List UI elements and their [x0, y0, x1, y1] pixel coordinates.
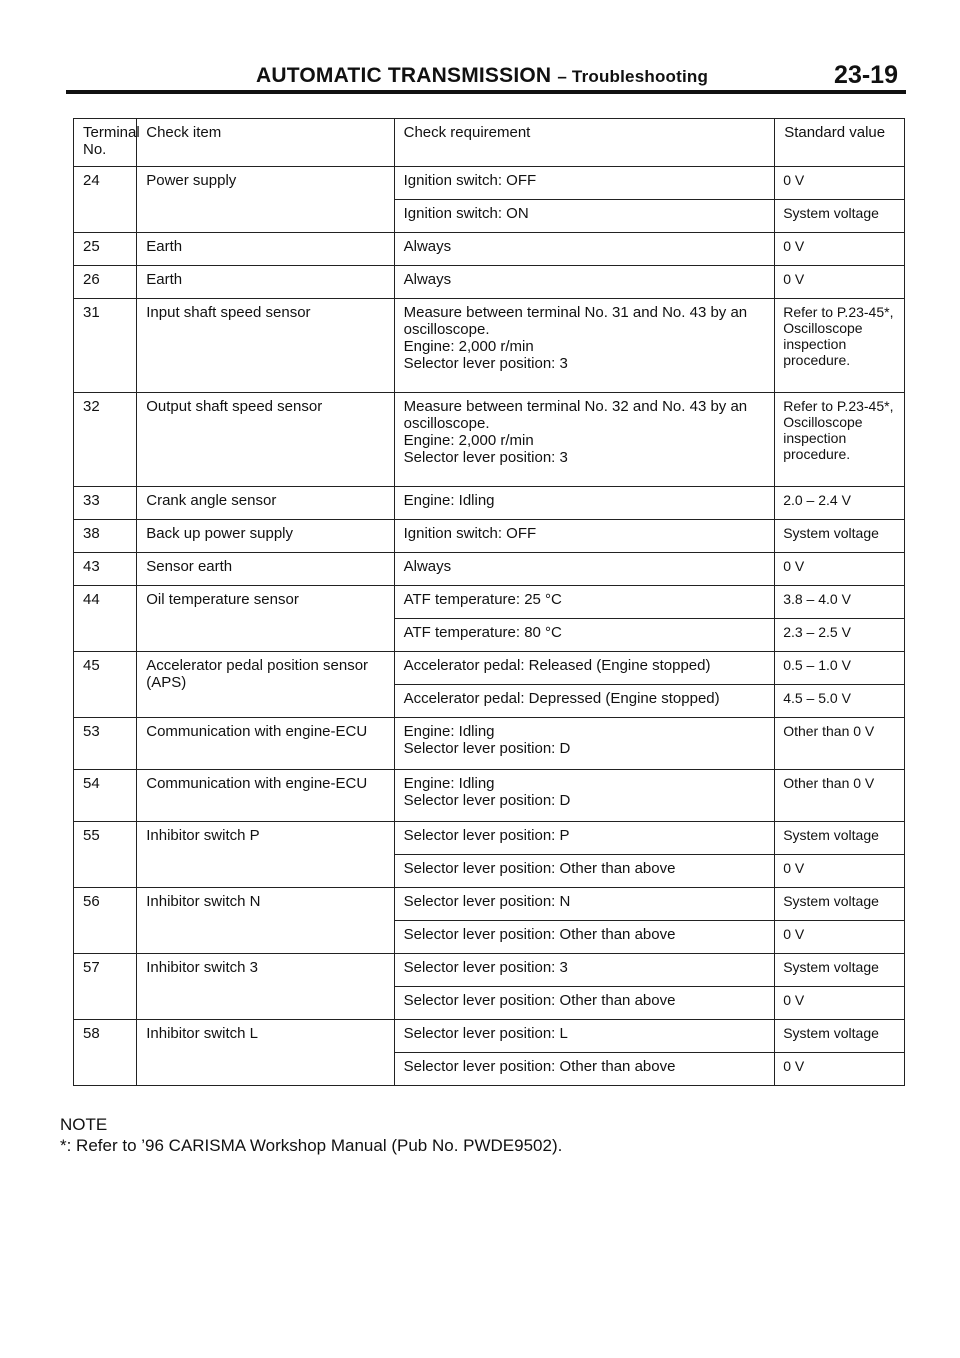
table-header-row	[74, 119, 905, 167]
note-text: *: Refer to ’96 CARISMA Workshop Manual (Pub No. PWDE9502).	[60, 1136, 563, 1155]
check-requirement: Engine: Idling	[394, 487, 775, 520]
check-requirement: Accelerator pedal: Depressed (Engine stopped)	[394, 685, 775, 718]
check-item: Output shaft speed sensor	[137, 393, 394, 487]
check-item: Communication with engine-ECU	[137, 770, 394, 822]
check-requirement: Selector lever position: Other than above	[394, 1053, 775, 1086]
check-requirement: Selector lever position: P	[394, 822, 775, 855]
check-item: Earth	[137, 266, 394, 299]
standard-value: 4.5 – 5.0 V	[775, 685, 905, 718]
check-requirement: Selector lever position: Other than above	[394, 855, 775, 888]
check-item: Communication with engine-ECU	[137, 718, 394, 770]
terminal-number: 32	[74, 393, 137, 487]
terminal-number: 45	[74, 652, 137, 718]
check-requirement: Accelerator pedal: Released (Engine stopped)	[394, 652, 775, 685]
terminal-number: 57	[74, 954, 137, 1020]
check-requirement: ATF temperature: 80 °C	[394, 619, 775, 652]
table-row	[74, 888, 905, 921]
header-standard-value: Standard value	[775, 119, 905, 167]
standard-value: Other than 0 V	[775, 718, 905, 770]
terminal-number: 56	[74, 888, 137, 954]
standard-value: 0 V	[775, 553, 905, 586]
check-requirement: Engine: Idling Selector lever position: D	[394, 718, 775, 770]
terminal-number: 24	[74, 167, 137, 233]
terminal-number: 53	[74, 718, 137, 770]
terminal-number: 26	[74, 266, 137, 299]
standard-value: Refer to P.23-45*, Oscilloscope inspection procedure.	[775, 393, 905, 487]
terminal-number: 44	[74, 586, 137, 652]
table-row	[74, 520, 905, 553]
table-row	[74, 770, 905, 822]
check-requirement: Selector lever position: Other than above	[394, 921, 775, 954]
terminal-number: 43	[74, 553, 137, 586]
check-item: Accelerator pedal position sensor (APS)	[137, 652, 394, 718]
header-check-item: Check item	[137, 119, 394, 167]
check-requirement: Always	[394, 553, 775, 586]
check-requirement: Measure between terminal No. 32 and No. 43 by an oscilloscope. Engine: 2,000 r/min Selector lever position: 3	[394, 393, 775, 487]
standard-value: System voltage	[775, 520, 905, 553]
standard-value: 0.5 – 1.0 V	[775, 652, 905, 685]
standard-value: Other than 0 V	[775, 770, 905, 822]
standard-value: System voltage	[775, 822, 905, 855]
header-terminal-no: Terminal No.	[74, 119, 137, 167]
check-requirement: Ignition switch: ON	[394, 200, 775, 233]
check-item: Input shaft speed sensor	[137, 299, 394, 393]
standard-value: 0 V	[775, 167, 905, 200]
header-check-requirement: Check requirement	[394, 119, 775, 167]
standard-value: 0 V	[775, 855, 905, 888]
table-row	[74, 1020, 905, 1053]
terminal-number: 55	[74, 822, 137, 888]
check-item: Earth	[137, 233, 394, 266]
table-row	[74, 553, 905, 586]
standard-value: 0 V	[775, 266, 905, 299]
standard-value: System voltage	[775, 200, 905, 233]
standard-value: 2.0 – 2.4 V	[775, 487, 905, 520]
table-row	[74, 299, 905, 393]
check-requirement: Ignition switch: OFF	[394, 167, 775, 200]
check-requirement: Ignition switch: OFF	[394, 520, 775, 553]
standard-value: Refer to P.23-45*, Oscilloscope inspection procedure.	[775, 299, 905, 393]
table-row	[74, 652, 905, 685]
check-requirement: Selector lever position: N	[394, 888, 775, 921]
check-requirement: Measure between terminal No. 31 and No. 43 by an oscilloscope. Engine: 2,000 r/min Selector lever position: 3	[394, 299, 775, 393]
page-number: 23-19	[834, 61, 898, 89]
check-item: Oil temperature sensor	[137, 586, 394, 652]
check-item: Power supply	[137, 167, 394, 233]
section-title-text: AUTOMATIC TRANSMISSION	[256, 64, 552, 87]
terminal-check-table	[73, 118, 905, 1086]
table-row	[74, 233, 905, 266]
section-title	[256, 64, 708, 88]
standard-value: System voltage	[775, 954, 905, 987]
terminal-number: 25	[74, 233, 137, 266]
check-item: Inhibitor switch 3	[137, 954, 394, 1020]
table-row	[74, 586, 905, 619]
standard-value: System voltage	[775, 1020, 905, 1053]
standard-value: 0 V	[775, 233, 905, 266]
table-row	[74, 718, 905, 770]
table-row	[74, 167, 905, 200]
check-requirement: Always	[394, 233, 775, 266]
terminal-number: 31	[74, 299, 137, 393]
check-item: Inhibitor switch N	[137, 888, 394, 954]
check-requirement: Selector lever position: Other than above	[394, 987, 775, 1020]
check-item: Back up power supply	[137, 520, 394, 553]
standard-value: 2.3 – 2.5 V	[775, 619, 905, 652]
section-subtitle: – Troubleshooting	[557, 67, 709, 86]
check-item: Sensor earth	[137, 553, 394, 586]
terminal-number: 54	[74, 770, 137, 822]
check-requirement: Always	[394, 266, 775, 299]
terminal-number: 33	[74, 487, 137, 520]
check-requirement: Engine: Idling Selector lever position: D	[394, 770, 775, 822]
table-body	[74, 119, 905, 1086]
check-item: Crank angle sensor	[137, 487, 394, 520]
table-row	[74, 487, 905, 520]
note-heading: NOTE	[60, 1115, 108, 1134]
table-row	[74, 822, 905, 855]
table-row	[74, 393, 905, 487]
check-requirement: Selector lever position: L	[394, 1020, 775, 1053]
header-rule	[66, 90, 906, 94]
check-item: Inhibitor switch P	[137, 822, 394, 888]
check-requirement: Selector lever position: 3	[394, 954, 775, 987]
footnote	[60, 1114, 562, 1156]
check-requirement: ATF temperature: 25 °C	[394, 586, 775, 619]
standard-value: System voltage	[775, 888, 905, 921]
table-row	[74, 954, 905, 987]
standard-value: 3.8 – 4.0 V	[775, 586, 905, 619]
terminal-number: 58	[74, 1020, 137, 1086]
standard-value: 0 V	[775, 1053, 905, 1086]
check-item: Inhibitor switch L	[137, 1020, 394, 1086]
table-row	[74, 266, 905, 299]
terminal-number: 38	[74, 520, 137, 553]
standard-value: 0 V	[775, 921, 905, 954]
standard-value: 0 V	[775, 987, 905, 1020]
page-header	[66, 58, 906, 94]
